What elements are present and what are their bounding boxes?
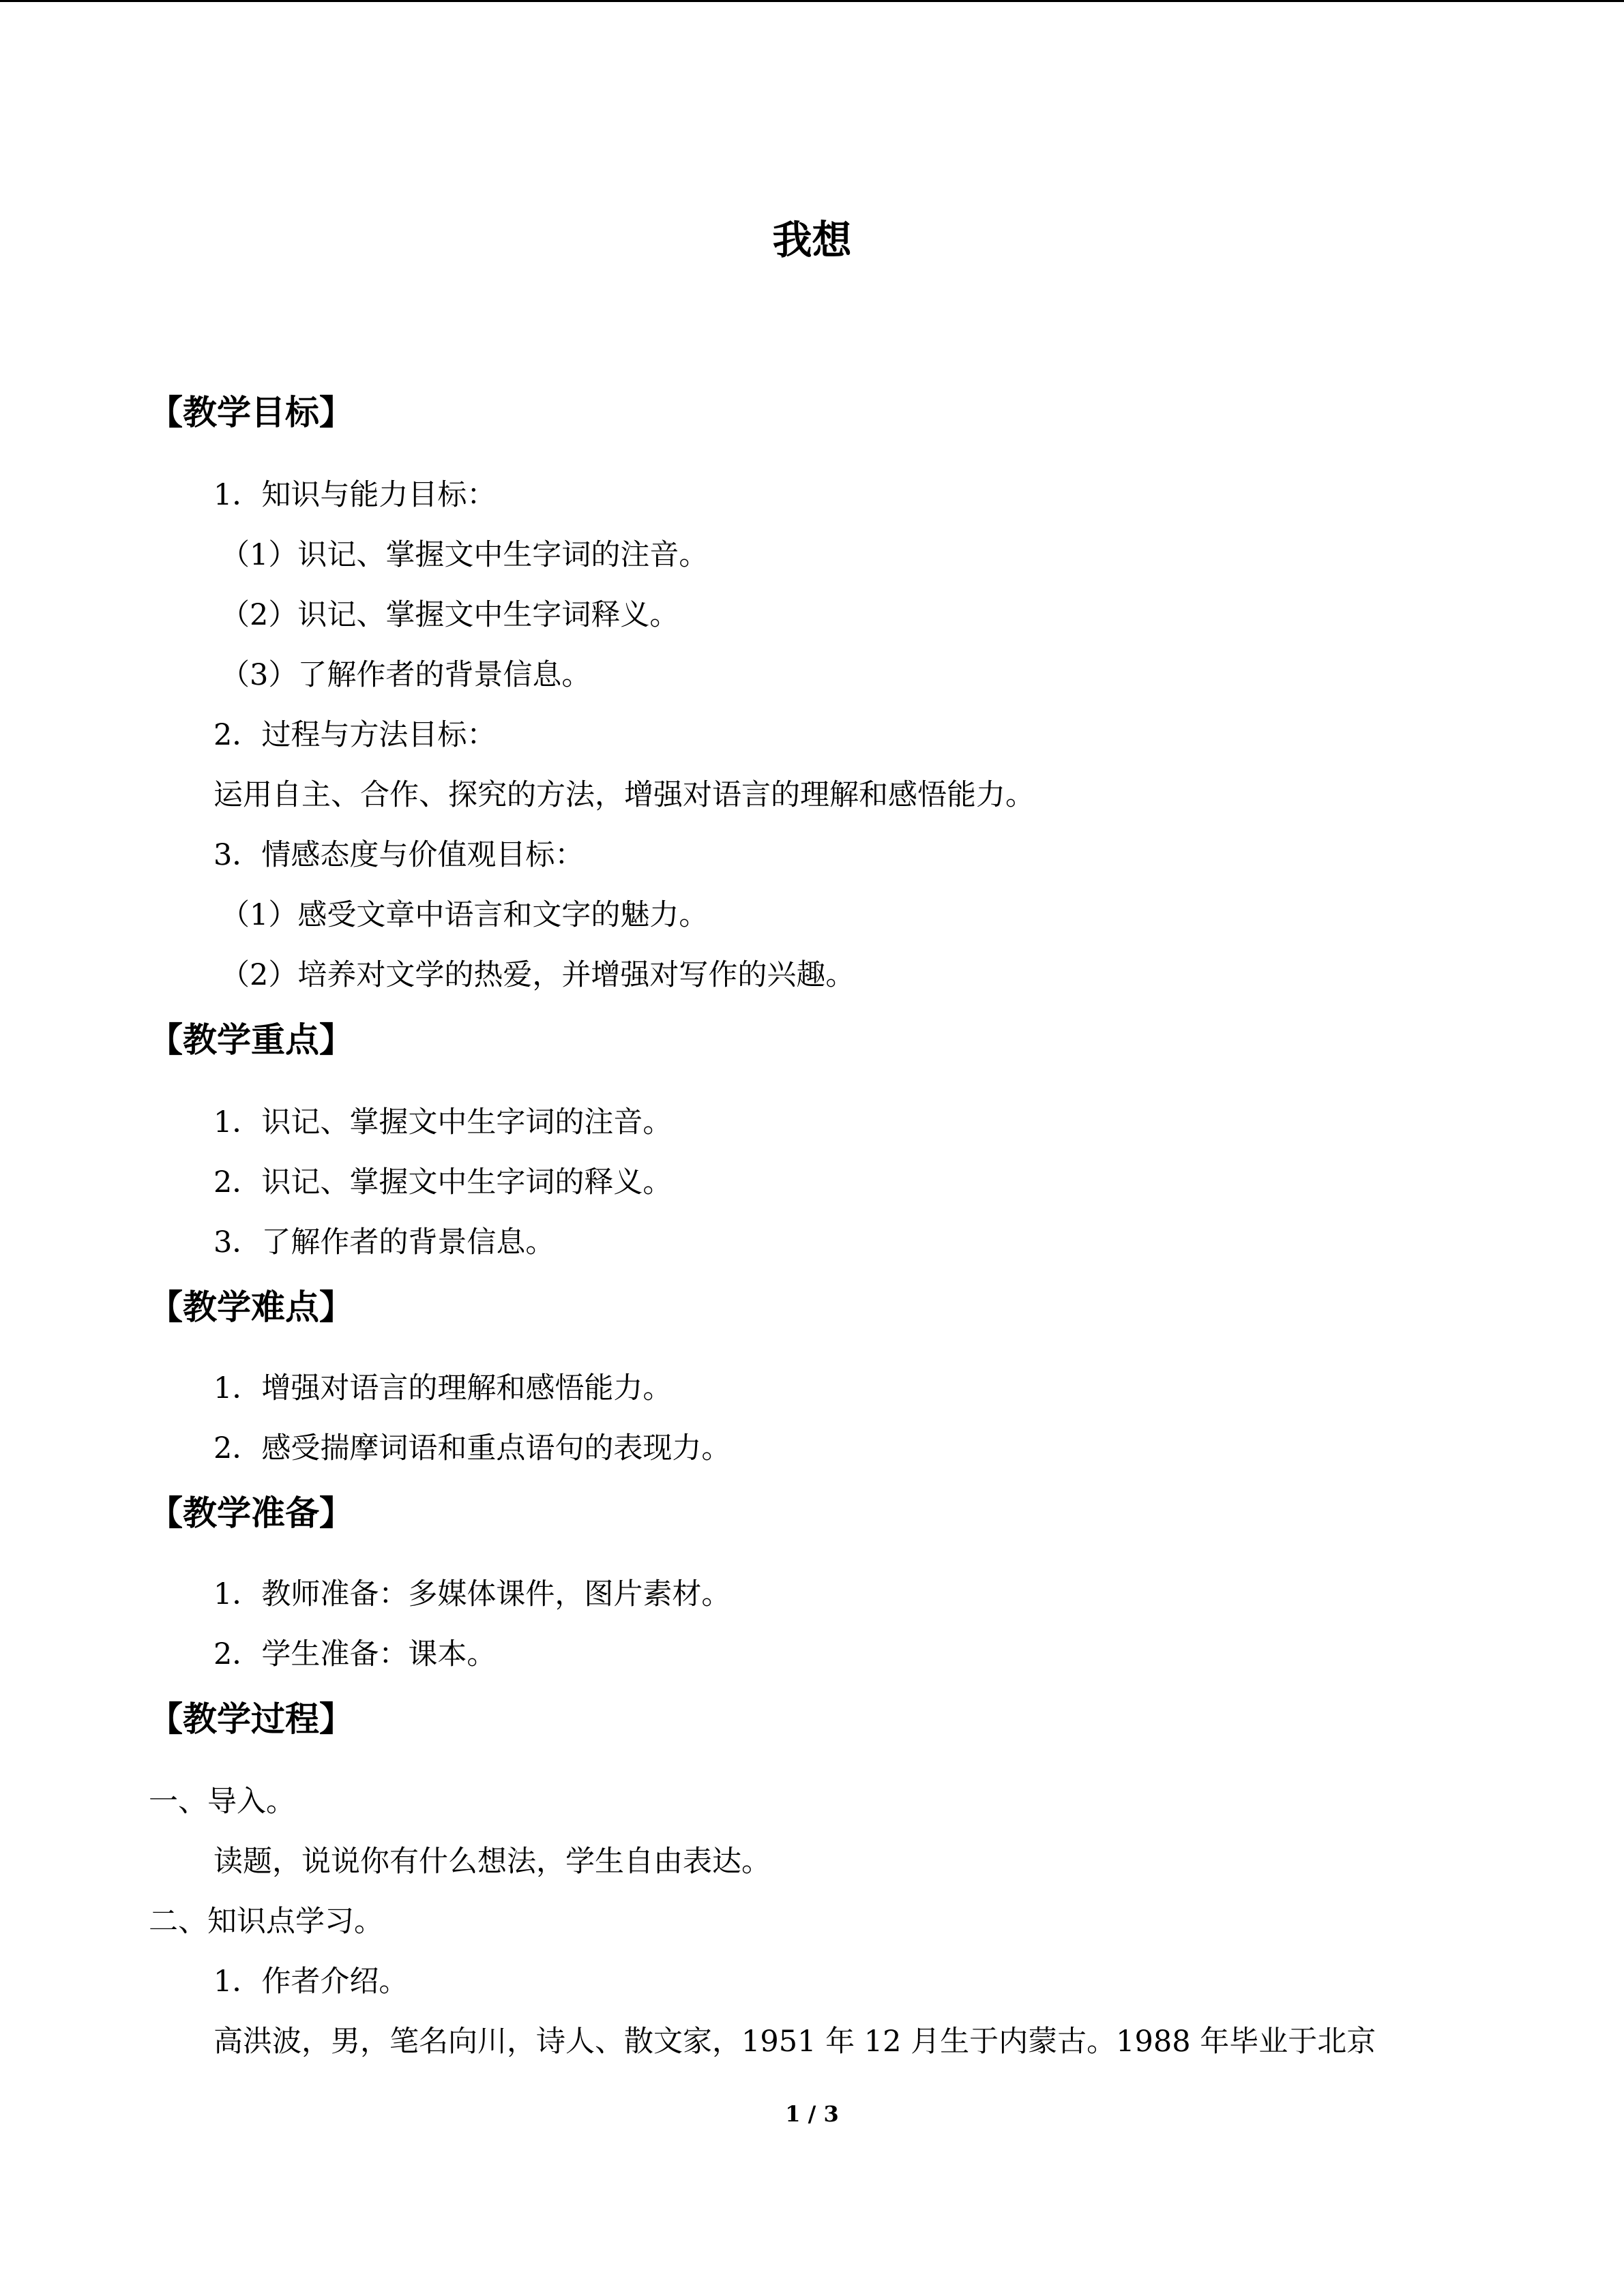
- page-top-border: [0, 0, 1624, 2]
- difficulties-line: 1．增强对语言的理解和感悟能力。: [213, 1371, 673, 1405]
- key-points-line: 2．识记、掌握文中生字词的释义。: [213, 1165, 673, 1199]
- preparation-line: 1．教师准备：多媒体课件，图片素材。: [213, 1577, 731, 1611]
- process-line: 二、知识点学习。: [149, 1905, 383, 1939]
- goals-line: 运用自主、合作、探究的方法，增强对语言的理解和感悟能力。: [213, 778, 1035, 812]
- goals-line: （1）感受文章中语言和文字的魅力。: [220, 898, 709, 932]
- preparation-line: 2．学生准备：课本。: [213, 1637, 497, 1671]
- goals-line: 1．知识与能力目标：: [213, 478, 497, 512]
- section-heading-key-points: 【教学重点】: [149, 1020, 353, 1060]
- section-heading-difficulties: 【教学难点】: [149, 1287, 353, 1327]
- section-heading-process: 【教学过程】: [149, 1699, 353, 1739]
- difficulties-line: 2．感受揣摩词语和重点语句的表现力。: [213, 1431, 731, 1465]
- goals-line: 3．情感态度与价值观目标：: [213, 838, 585, 872]
- section-heading-preparation: 【教学准备】: [149, 1493, 353, 1533]
- key-points-line: 3．了解作者的背景信息。: [213, 1225, 555, 1259]
- process-line: 读题，说说你有什么想法，学生自由表达。: [213, 1845, 771, 1879]
- goals-line: （2）识记、掌握文中生字词释义。: [220, 598, 679, 632]
- goals-line: （1）识记、掌握文中生字词的注音。: [220, 538, 709, 572]
- section-heading-goals: 【教学目标】: [149, 393, 353, 432]
- process-line: 1．作者介绍。: [213, 1965, 409, 1999]
- goals-line: （2）培养对文学的热爱，并增强对写作的兴趣。: [220, 958, 855, 992]
- process-line: 高洪波，男，笔名向川，诗人、散文家，1951 年 12 月生于内蒙古。1988 年毕业于北京: [213, 2025, 1376, 2059]
- goals-line: （3）了解作者的背景信息。: [220, 658, 591, 692]
- page-number: 1 / 3: [785, 2101, 839, 2127]
- document-title: 我想: [772, 217, 852, 263]
- goals-line: 2．过程与方法目标：: [213, 718, 497, 752]
- key-points-line: 1．识记、掌握文中生字词的注音。: [213, 1105, 673, 1139]
- process-line: 一、导入。: [149, 1785, 295, 1819]
